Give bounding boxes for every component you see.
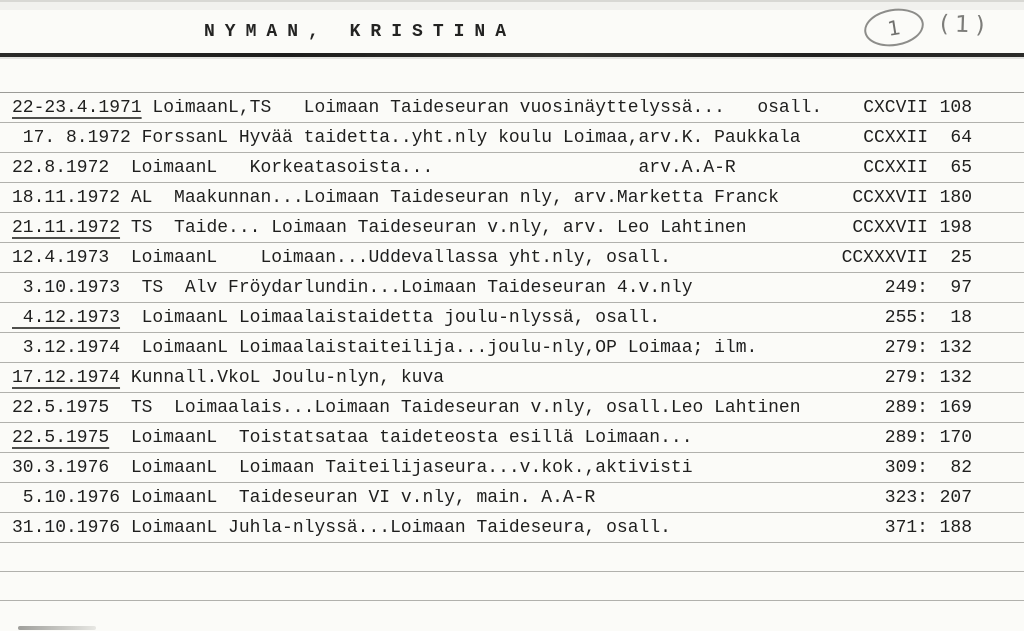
entry-volume: 279: <box>884 368 928 388</box>
scan-smudge <box>18 626 96 630</box>
entry-page: 82 <box>950 458 972 478</box>
circled-number-annotation <box>861 5 926 51</box>
entry-volume: 249: <box>884 278 928 298</box>
entry-row <box>0 483 1024 513</box>
entry-text: AL Maakunnan...Loimaan Taideseuran nly, arv.Marketta Franck <box>120 189 779 207</box>
entry-text: LoimaanL Taideseuran VI v.nly, main. A.A-R <box>120 489 596 507</box>
entry-volume: 289: <box>884 398 928 418</box>
entry-row <box>0 273 1024 303</box>
entry-row <box>0 453 1024 483</box>
index-card-entry-list <box>0 92 1024 601</box>
entry-row <box>0 153 1024 183</box>
entry-date: 5.10.1976 <box>12 488 121 508</box>
entry-row <box>0 213 1024 243</box>
entry-row <box>0 93 1024 123</box>
entry-page: 18 <box>950 308 972 328</box>
entry-date: 30.3.1976 <box>12 458 110 478</box>
entry-volume: 371: <box>884 518 928 538</box>
entry-volume: CCXXVII <box>852 188 928 208</box>
header-rule <box>0 53 1024 57</box>
entry-row <box>0 303 1024 333</box>
entry-date: 22.5.1975 <box>12 428 110 448</box>
entry-page: 132 <box>939 368 972 388</box>
entry-page: 169 <box>939 398 972 418</box>
entry-date: 3.10.1973 <box>12 278 121 298</box>
entry-date: 12.4.1973 <box>12 248 110 268</box>
entry-page: 65 <box>950 158 972 178</box>
entry-text: LoimaanL Loimaan...Uddevallassa yht.nly, osall. <box>109 249 671 267</box>
paren-number-annotation: (1) <box>939 11 992 39</box>
entry-text: TS Loimaalais...Loimaan Taideseuran v.nly, osall.Leo Lahtinen <box>109 399 801 417</box>
entry-text: TS Taide... Loimaan Taideseuran v.nly, arv. Leo Lahtinen <box>120 219 747 237</box>
entry-text: LoimaanL Toistatsataa taideteosta esillä Loimaan... <box>109 429 693 447</box>
entry-text: LoimaanL Juhla-nlyssä...Loimaan Taideseura, osall. <box>120 519 671 537</box>
entry-volume: 309: <box>884 458 928 478</box>
entry-volume: CCXXVII <box>852 218 928 238</box>
entry-text: LoimaanL,TS Loimaan Taideseuran vuosinäyttelyssä... osall. <box>141 99 823 117</box>
ruled-line-empty <box>0 543 1024 572</box>
entry-page: 198 <box>939 218 972 238</box>
entry-text: LoimaanL Korkeatasoista... arv.A.A-R <box>109 159 736 177</box>
entry-page: 180 <box>939 188 972 208</box>
entry-row <box>0 393 1024 423</box>
entry-volume: 255: <box>884 308 928 328</box>
circled-number-text: 1 <box>885 14 903 41</box>
entry-volume: 279: <box>884 338 928 358</box>
entry-row <box>0 423 1024 453</box>
entry-page: 132 <box>939 338 972 358</box>
entry-page: 25 <box>950 248 972 268</box>
entry-date: 22-23.4.1971 <box>12 98 142 118</box>
entry-date: 3.12.1974 <box>12 338 121 358</box>
entry-row <box>0 243 1024 273</box>
entry-date: 17.12.1974 <box>12 368 121 388</box>
entry-text: LoimaanL Loimaan Taiteilijaseura...v.kok.,aktivisti <box>109 459 693 477</box>
entry-date: 22.5.1975 <box>12 398 110 418</box>
entry-row <box>0 333 1024 363</box>
entry-page: 108 <box>939 98 972 118</box>
entry-row <box>0 363 1024 393</box>
entry-text: LoimaanL Loimaalaistaiteilija...joulu-nly,OP Loimaa; ilm. <box>120 339 758 357</box>
entry-page: 64 <box>950 128 972 148</box>
entry-volume: CCXXXVII <box>841 248 928 268</box>
entry-date: 22.8.1972 <box>12 158 110 178</box>
ruled-line-empty <box>0 572 1024 601</box>
entry-text: LoimaanL Loimaalaistaidetta joulu-nlyssä, osall. <box>120 309 661 327</box>
entry-row <box>0 183 1024 213</box>
entry-volume: CCXXII <box>863 128 928 148</box>
entry-page: 170 <box>939 428 972 448</box>
entry-volume: 289: <box>884 428 928 448</box>
entry-date: 4.12.1973 <box>12 308 121 328</box>
entry-page: 97 <box>950 278 972 298</box>
entry-date: 18.11.1972 <box>12 188 121 208</box>
page-title: NYMAN, KRISTINA <box>204 22 517 42</box>
entry-date: 17. 8.1972 <box>12 128 131 148</box>
entry-volume: 323: <box>884 488 928 508</box>
entry-date: 21.11.1972 <box>12 218 121 238</box>
entry-volume: CXCVII <box>863 98 928 118</box>
entry-date: 31.10.1976 <box>12 518 121 538</box>
card-header <box>0 0 1024 92</box>
entry-text: Kunnall.VkoL Joulu-nlyn, kuva <box>120 369 445 387</box>
entry-page: 188 <box>939 518 972 538</box>
entry-text: TS Alv Fröydarlundin...Loimaan Taideseuran 4.v.nly <box>120 279 693 297</box>
entry-row <box>0 123 1024 153</box>
entry-row <box>0 513 1024 543</box>
entry-text: ForssanL Hyvää taidetta..yht.nly koulu Loimaa,arv.K. Paukkala <box>130 129 801 147</box>
entry-page: 207 <box>939 488 972 508</box>
entry-volume: CCXXII <box>863 158 928 178</box>
